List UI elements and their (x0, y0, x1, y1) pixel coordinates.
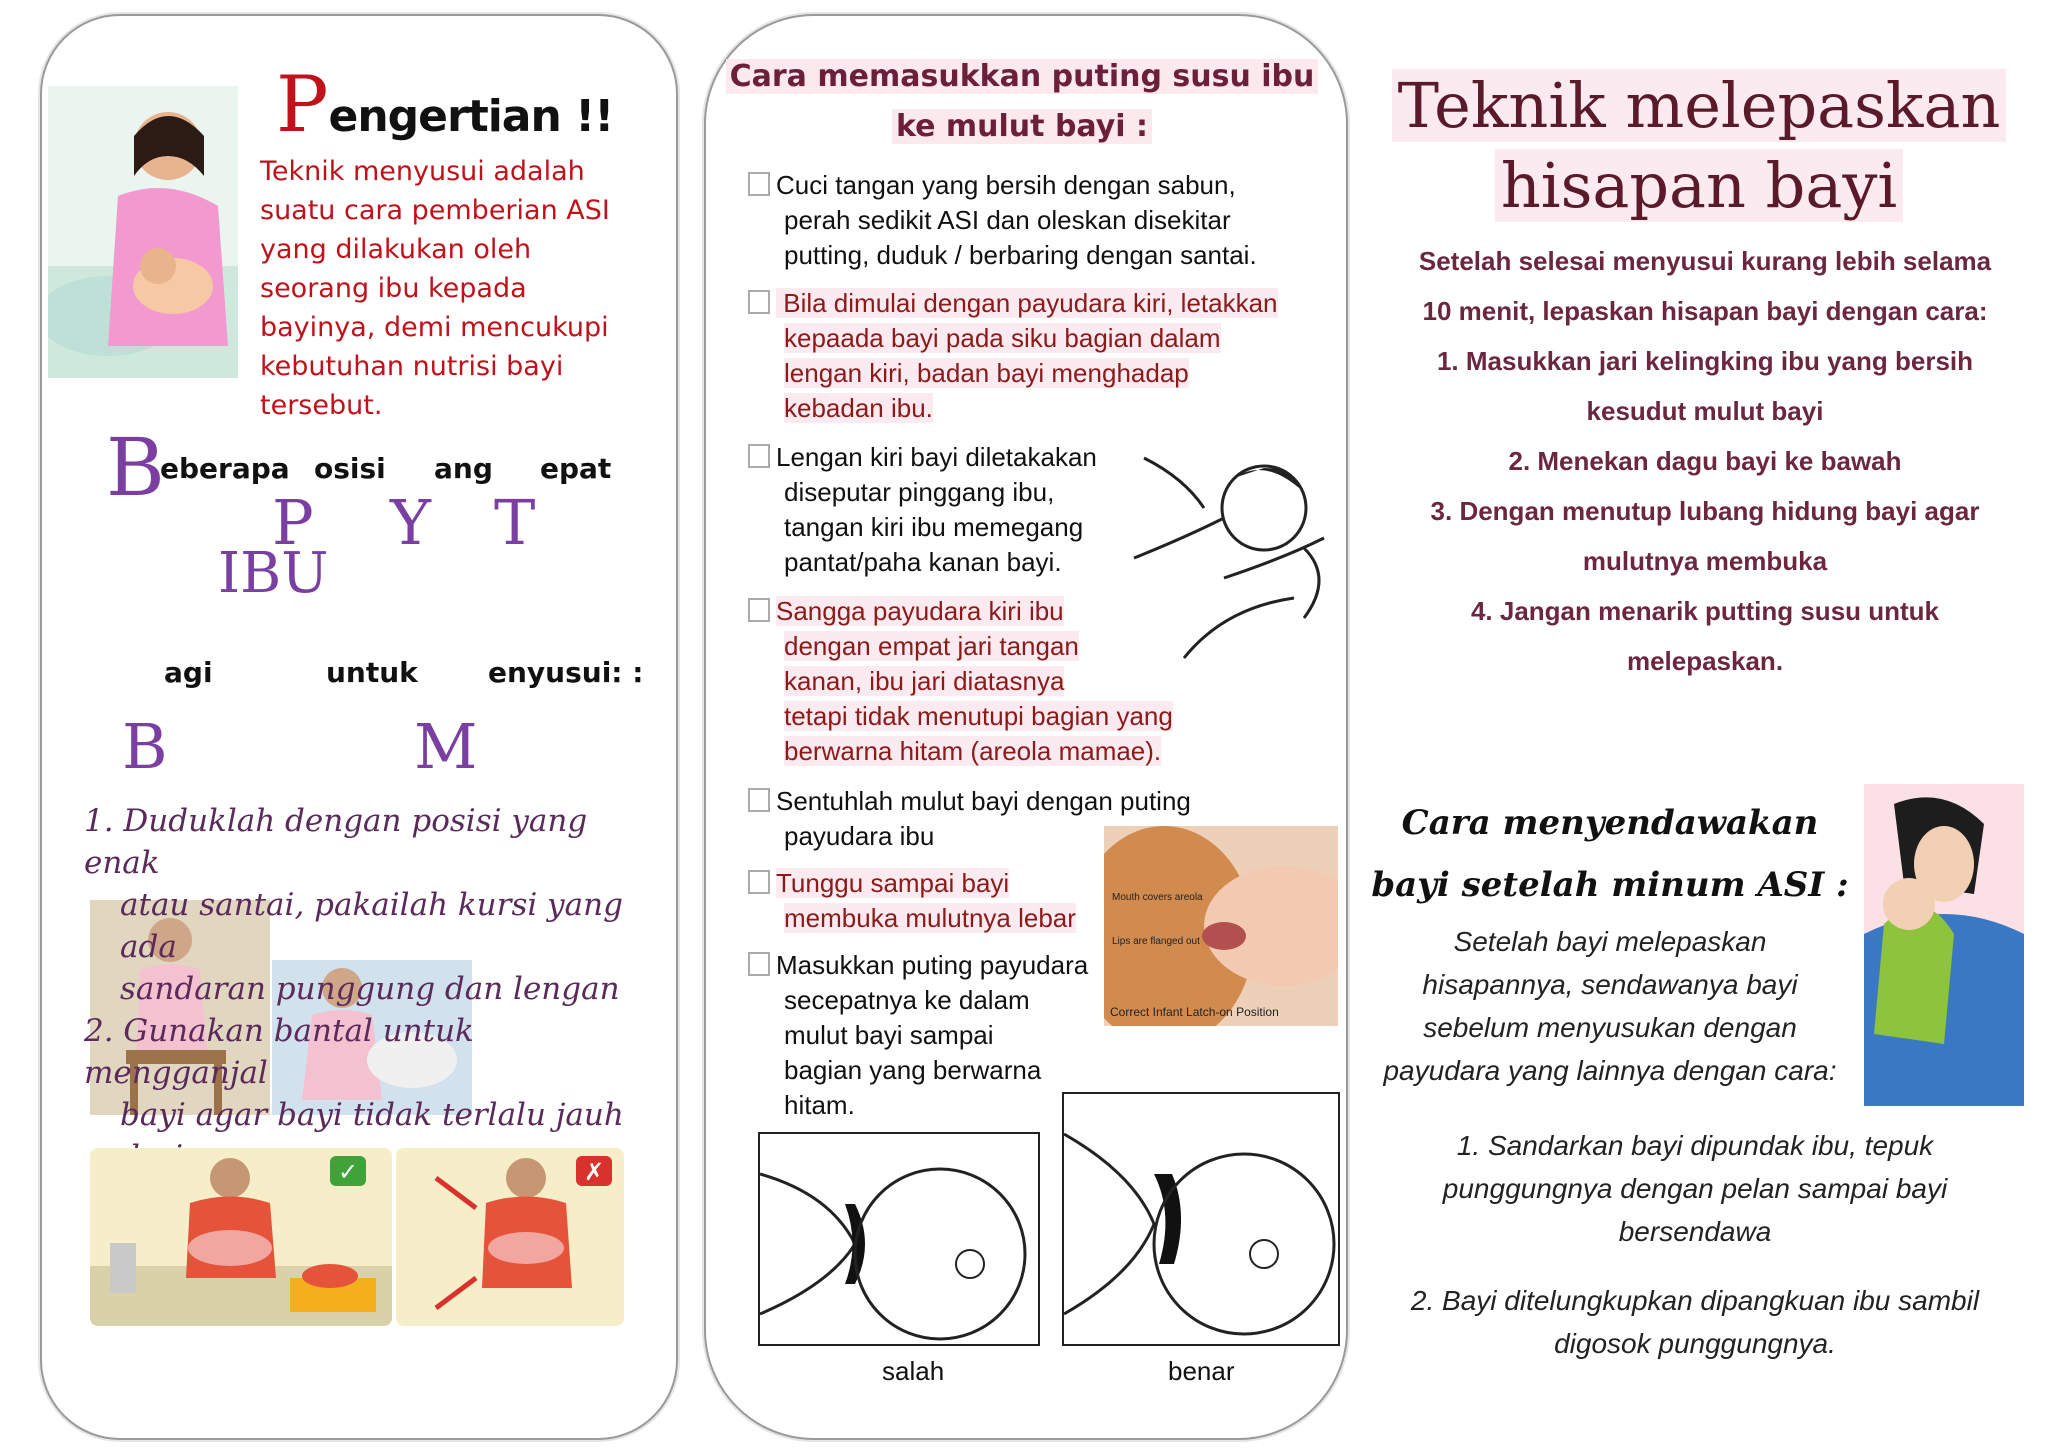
panel3-title-line: hisapan bayi (1495, 149, 1903, 222)
burping-mother-illustration (1864, 784, 2024, 1106)
checkbox-icon (748, 952, 770, 976)
burp-intro-line: Setelah bayi melepaskan (1453, 926, 1767, 957)
instruction-item (748, 168, 1308, 273)
item-line: Sentuhlah mulut bayi dengan puting (776, 786, 1191, 816)
item-line: lengan kiri, badan bayi menghadap (784, 358, 1189, 388)
item-line: Sangga payudara kiri ibu (776, 596, 1064, 626)
correct-latch-diagram (1062, 1092, 1340, 1346)
item-line: Masukkan puting payudara (776, 950, 1089, 980)
latch-label-lips: Lips are flanged out (1112, 936, 1200, 947)
release-step: melepaskan. (1626, 646, 1784, 676)
item-line: tetapi tidak menutupi bagian yang (784, 701, 1173, 731)
latch-caption: Correct Infant Latch-on Position (1110, 1005, 1279, 1019)
release-step: 4. Jangan menarik putting susu untuk (1470, 596, 1940, 626)
title-rest: engertian !! (328, 91, 614, 142)
heading-word-eberapa: eberapa (160, 452, 290, 485)
item-line: perah sedikit ASI dan oleskan disekitar (784, 205, 1231, 235)
item-line: hitam. (784, 1090, 855, 1120)
heading-word-epat: epat (540, 452, 612, 485)
item-line: putting, duduk / berbaring dengan santai. (784, 240, 1257, 270)
heading-word-agi: agi (164, 656, 213, 689)
heading-word-untuk: untuk (326, 656, 418, 689)
item-line: diseputar pinggang ibu, (784, 477, 1055, 507)
release-step: 3. Dengan menutup lubang hidung bayi agar (1430, 496, 1980, 526)
panel2-title (716, 52, 1328, 152)
burp-intro-line: sebelum menyusukan dengan (1423, 1012, 1797, 1043)
heading-letter-m: M (414, 710, 478, 783)
item-line: bagian yang berwarna (784, 1055, 1042, 1085)
item-line: membuka mulutnya lebar (784, 903, 1076, 933)
step-line: bayi agar bayi tidak terlalu jauh (120, 1097, 624, 1133)
checkbox-icon (748, 290, 770, 314)
cross-icon: ✗ (583, 1158, 605, 1186)
intro-line: 10 menit, lepaskan hisapan bayi dengan cara: (1422, 296, 1988, 326)
release-step: 1. Masukkan jari kelingking ibu yang bersih (1436, 346, 1974, 376)
release-step: kesudut mulut bayi (1586, 396, 1824, 426)
definition-line: suatu cara pemberian ASI (260, 195, 610, 226)
heading-letter-y: Y (390, 486, 431, 559)
heading-letter-t: T (494, 486, 536, 559)
item-line: Tunggu sampai bayi (776, 868, 1010, 898)
wrong-latch-diagram (758, 1132, 1040, 1346)
heading-letter-p: P (272, 486, 314, 559)
checkbox-icon (748, 444, 770, 468)
instruction-item (748, 286, 1308, 426)
item-line: berwarna hitam (areola mamae). (784, 736, 1162, 766)
instruction-item (748, 440, 1148, 580)
caption-right: benar (1168, 1356, 1235, 1386)
burp-steps (1380, 1124, 2010, 1365)
release-instructions (1370, 236, 2040, 686)
definition-line: bayinya, demi mencukupi (260, 312, 609, 343)
burp-step: bersendawa (1618, 1216, 1772, 1247)
release-step: 2. Menekan dagu bayi ke bawah (1508, 446, 1902, 476)
panel2-title-line: Cara memasukkan puting susu ibu (726, 59, 1319, 94)
checkbox-icon (748, 598, 770, 622)
check-icon: ✓ (337, 1158, 359, 1186)
release-step: mulutnya membuka (1582, 546, 1828, 576)
checkbox-icon (748, 172, 770, 196)
burp-step: punggungnya dengan pelan sampai bayi (1442, 1173, 1948, 1204)
instruction-item (748, 866, 1108, 936)
burp-step: 1. Sandarkan bayi dipundak ibu, tepuk (1456, 1130, 1934, 1161)
definition-line: kebutuhan nutrisi bayi (260, 351, 564, 382)
definition-line: tersebut. (260, 390, 383, 421)
item-line: kepaada bayi pada siku bagian dalam (784, 323, 1221, 353)
caption-wrong: salah (882, 1356, 945, 1386)
burp-title-line: Cara menyendawakan (1401, 803, 1819, 843)
definition-line: seorang ibu kepada (260, 273, 527, 304)
checkbox-icon (748, 870, 770, 894)
latch-on-photo (1104, 826, 1338, 1026)
item-line: mulut bayi sampai (784, 1020, 994, 1050)
heading-word-ang: ang (434, 452, 493, 485)
nursing-mother-illustration (48, 86, 238, 378)
heading-letter-b2: B (122, 710, 168, 783)
latch-label-mouth: Mouth covers areola (1112, 892, 1203, 903)
item-line: tangan kiri ibu memegang (784, 512, 1084, 542)
item-line: Bila dimulai dengan payudara kiri, letakkan (776, 288, 1278, 318)
intro-line: Setelah selesai menyusui kurang lebih selama (1418, 246, 1992, 276)
panel2-title-line: ke mulut bayi : (892, 109, 1152, 144)
item-line: payudara ibu (784, 821, 935, 851)
step-line: sandaran punggung dan lengan (120, 971, 620, 1007)
item-line: dengan empat jari tangan (784, 631, 1079, 661)
burp-intro-line: payudara yang lainnya dengan cara: (1383, 1055, 1837, 1086)
item-line: secepatnya ke dalam (784, 985, 1030, 1015)
step-line: 1. Duduklah dengan posisi yang enak (84, 803, 588, 881)
item-line: kanan, ibu jari diatasnya (784, 666, 1065, 696)
item-line: pantat/paha kanan bayi. (784, 547, 1062, 577)
definition-text (260, 152, 640, 425)
page-title (276, 60, 613, 150)
instruction-item (748, 594, 1228, 769)
burp-step: 2. Bayi ditelungkupkan dipangkuan ibu sambil (1410, 1285, 1980, 1316)
heading-word-osisi: osisi (314, 452, 386, 485)
heading-word-ibu: IBU (218, 541, 329, 606)
definition-line: yang dilakukan oleh (260, 234, 532, 265)
item-line: Cuci tangan yang bersih dengan sabun, (776, 170, 1236, 200)
step-line: atau santai, pakailah kursi yang ada (120, 887, 623, 965)
burp-title (1370, 792, 1850, 916)
item-line: Lengan kiri bayi diletakakan (776, 442, 1097, 472)
definition-line: Teknik menyusui adalah (260, 156, 585, 187)
heading-word-enyusui: enyusui: : (488, 656, 644, 689)
burp-intro (1370, 920, 1850, 1092)
item-line: kebadan ibu. (784, 393, 933, 423)
step-line: 2. Gunakan bantal untuk mengganjal (84, 1013, 474, 1091)
incorrect-posture-illustration (396, 1148, 624, 1326)
heading-letter-b: B (106, 421, 165, 514)
correct-posture-illustration (90, 1148, 392, 1326)
instruction-item (748, 948, 1108, 1123)
burp-intro-line: hisapannya, sendawanya bayi (1422, 969, 1798, 1000)
burp-title-colon: : (1836, 865, 1849, 905)
panel3-title-line: Teknik melepaskan (1392, 69, 2007, 142)
title-initial: P (276, 60, 329, 150)
burp-step: digosok punggungnya. (1554, 1328, 1836, 1359)
panel3-title (1364, 66, 2034, 226)
burp-title-line: bayi setelah minum ASI (1371, 865, 1825, 905)
checkbox-icon (748, 788, 770, 812)
